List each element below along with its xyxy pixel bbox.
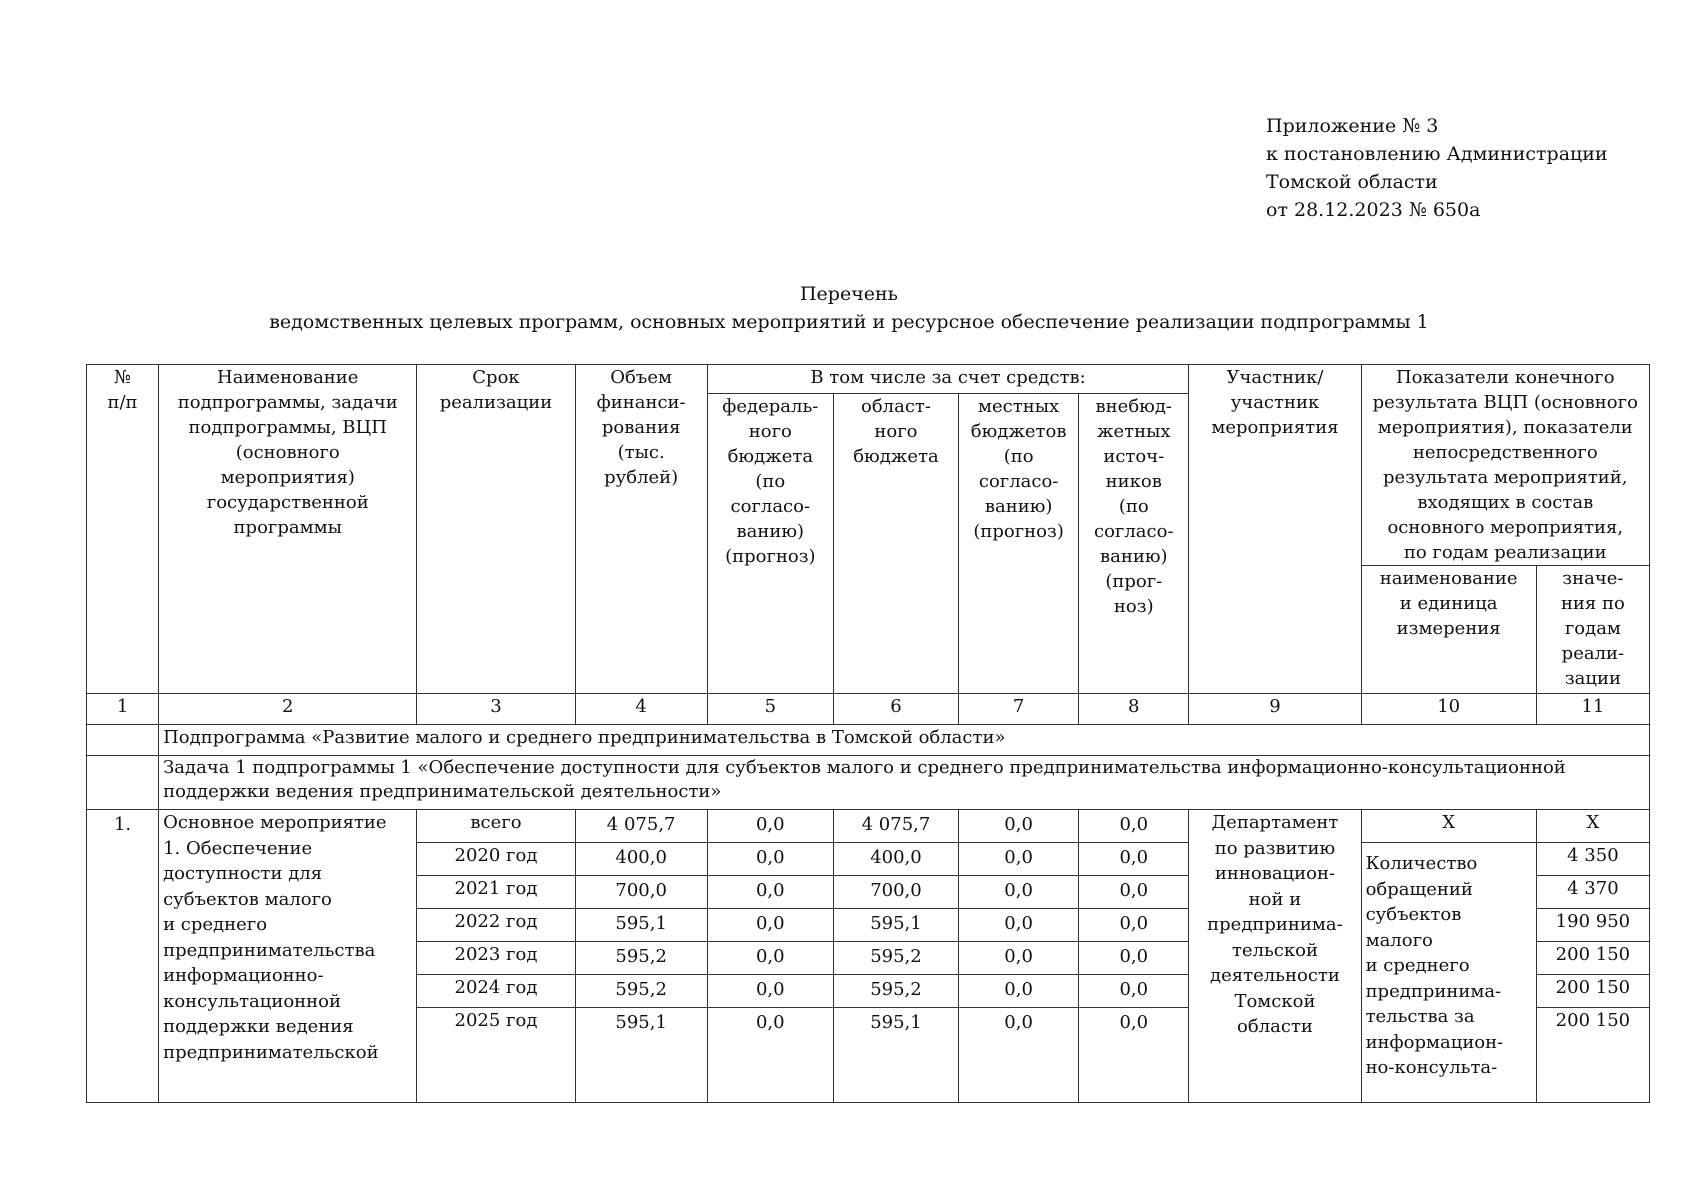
appendix-title: Приложение № 3	[1266, 115, 1439, 137]
federal-cell: 0,0	[707, 942, 833, 975]
extrabudget-cell: 0,0	[1079, 1008, 1189, 1103]
year-cell: 2022 год	[417, 909, 575, 942]
measure-name: Основное мероприятие 1. Обеспечение доступности для субъектов малого и среднего предпринимательства информационно- консультационной поддержки ведения предпринимательской	[159, 810, 417, 1103]
value-cell: 200 150	[1536, 975, 1649, 1008]
volume-cell: 700,0	[575, 876, 707, 909]
column-number: 11	[1536, 694, 1649, 725]
volume-cell: 4 075,7	[575, 810, 707, 843]
year-cell: всего	[417, 810, 575, 843]
local-cell: 0,0	[959, 975, 1079, 1008]
local-cell: 0,0	[959, 810, 1079, 843]
column-number: 8	[1079, 694, 1189, 725]
value-cell: 200 150	[1536, 1008, 1649, 1103]
appendix-region: Томской области	[1266, 171, 1438, 193]
header-name: Наименование подпрограммы, задачи подпрограммы, ВЦП (основного мероприятия) государственной программы	[159, 365, 417, 694]
volume-cell: 400,0	[575, 843, 707, 876]
local-cell: 0,0	[959, 909, 1079, 942]
extrabudget-cell: 0,0	[1079, 909, 1189, 942]
federal-cell: 0,0	[707, 810, 833, 843]
federal-cell: 0,0	[707, 843, 833, 876]
column-number: 3	[417, 694, 575, 725]
column-number: 6	[833, 694, 958, 725]
local-cell: 0,0	[959, 942, 1079, 975]
value-cell: 190 950	[1536, 909, 1649, 942]
regional-cell: 595,2	[833, 975, 958, 1008]
year-cell: 2024 год	[417, 975, 575, 1008]
volume-cell: 595,1	[575, 909, 707, 942]
subprogram-row: Подпрограмма «Развитие малого и среднего предпринимательства в Томской области»	[159, 725, 1650, 756]
volume-cell: 595,2	[575, 975, 707, 1008]
regional-cell: 595,1	[833, 909, 958, 942]
column-number: 5	[707, 694, 833, 725]
header-local: местных бюджетов (по согласо- ванию) (прогноз)	[959, 394, 1079, 694]
header-including: В том числе за счет средств:	[707, 365, 1189, 394]
column-number: 9	[1189, 694, 1361, 725]
column-number: 1	[87, 694, 159, 725]
extrabudget-cell: 0,0	[1079, 876, 1189, 909]
local-cell: 0,0	[959, 876, 1079, 909]
regional-cell: 595,2	[833, 942, 958, 975]
regional-cell: 4 075,7	[833, 810, 958, 843]
column-number: 4	[575, 694, 707, 725]
indicator-x-cell: Х	[1361, 810, 1536, 843]
task-row: Задача 1 подпрограммы 1 «Обеспечение доступности для субъектов малого и среднего предпринимательства информационно-консультационной поддержки ведения предпринимательской деятельности»	[159, 756, 1650, 810]
federal-cell: 0,0	[707, 975, 833, 1008]
empty-cell	[87, 725, 159, 756]
volume-cell: 595,1	[575, 1008, 707, 1103]
federal-cell: 0,0	[707, 876, 833, 909]
year-cell: 2021 год	[417, 876, 575, 909]
extrabudget-cell: 0,0	[1079, 810, 1189, 843]
year-cell: 2025 год	[417, 1008, 575, 1103]
year-cell: 2020 год	[417, 843, 575, 876]
indicator-name-cell: Количество обращений субъектов малого и среднего предпринима- тельства за информацион- но-консульта-	[1361, 843, 1536, 1103]
volume-cell: 595,2	[575, 942, 707, 975]
header-indicator-name: наименование и единица измерения	[1361, 566, 1536, 694]
header-extrabudget: внебюд- жетных источ- ников (по согласо- ванию) (прог- ноз)	[1079, 394, 1189, 694]
program-table	[86, 364, 1650, 1103]
participant-cell: Департамент по развитию инновацион- ной и предпринима- тельской деятельности Томской области	[1189, 810, 1361, 1103]
document-title-main: Перечень	[799, 283, 899, 305]
appendix-date: от 28.12.2023 № 650а	[1266, 199, 1481, 221]
local-cell: 0,0	[959, 1008, 1079, 1103]
document-title	[0, 280, 1698, 336]
federal-cell: 0,0	[707, 1008, 833, 1103]
header-volume: Объем финанси- рования (тыс. рублей)	[575, 365, 707, 694]
empty-cell	[87, 756, 159, 810]
extrabudget-cell: 0,0	[1079, 843, 1189, 876]
column-number: 7	[959, 694, 1079, 725]
extrabudget-cell: 0,0	[1079, 975, 1189, 1008]
header-federal: федераль- ного бюджета (по согласо- ванию) (прогноз)	[707, 394, 833, 694]
regional-cell: 400,0	[833, 843, 958, 876]
federal-cell: 0,0	[707, 909, 833, 942]
local-cell: 0,0	[959, 843, 1079, 876]
header-num: № п/п	[87, 365, 159, 694]
header-indicator-values: значе- ния по годам реали- зации	[1536, 566, 1649, 694]
appendix-block	[1266, 112, 1608, 224]
value-cell: 200 150	[1536, 942, 1649, 975]
value-cell: 4 350	[1536, 843, 1649, 876]
column-number: 10	[1361, 694, 1536, 725]
regional-cell: 595,1	[833, 1008, 958, 1103]
extrabudget-cell: 0,0	[1079, 942, 1189, 975]
document-title-subtitle: ведомственных целевых программ, основных мероприятий и ресурсное обеспечение реализации подпрограммы 1	[269, 311, 1429, 333]
measure-number: 1.	[87, 810, 159, 1103]
regional-cell: 700,0	[833, 876, 958, 909]
header-participant: Участник/ участник мероприятия	[1189, 365, 1361, 694]
column-number: 2	[159, 694, 417, 725]
value-cell: 4 370	[1536, 876, 1649, 909]
appendix-resolution: к постановлению Администрации	[1266, 143, 1608, 165]
header-regional: област- ного бюджета	[833, 394, 958, 694]
year-cell: 2023 год	[417, 942, 575, 975]
value-cell: Х	[1536, 810, 1649, 843]
header-indicators: Показатели конечного результата ВЦП (основного мероприятия), показатели непосредственного результата мероприятий, входящих в состав основного мероприятия, по годам реализации	[1361, 365, 1649, 566]
header-term: Срок реализации	[417, 365, 575, 694]
